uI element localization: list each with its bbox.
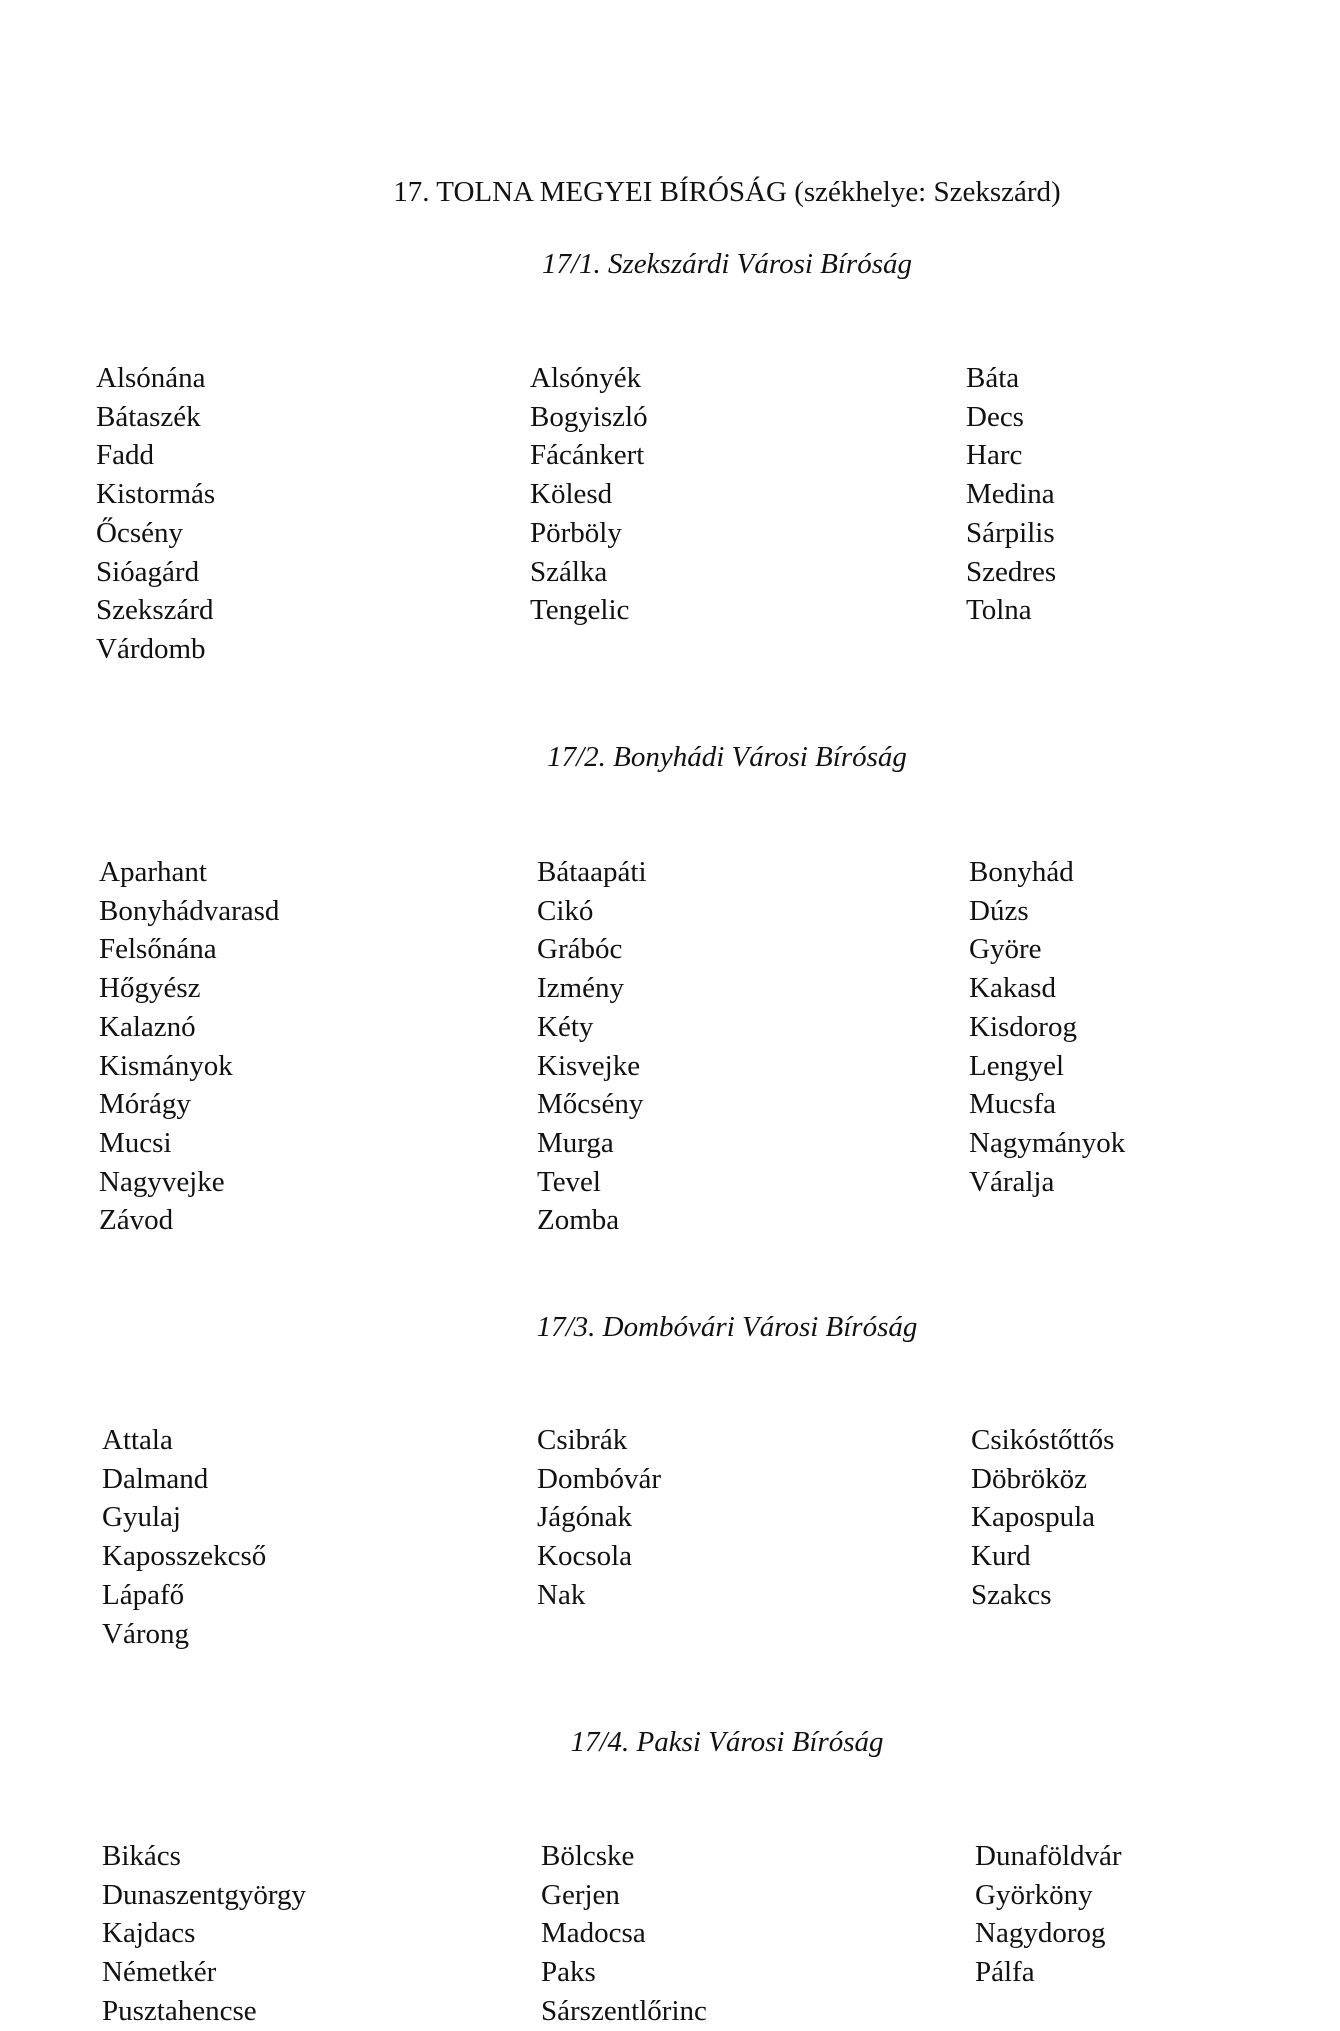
settlement-name: Alsónána: [96, 362, 206, 394]
settlement-name: Murga: [537, 1126, 614, 1159]
settlement-name: Nagyvejke: [99, 1165, 225, 1198]
settlement-column: [541, 1837, 707, 2031]
settlement-name: Gerjen: [541, 1878, 620, 1911]
settlement-name: Zomba: [537, 1204, 620, 1237]
settlement-name: Csikóstőttős: [971, 1424, 1115, 1456]
settlement-column: [530, 359, 648, 630]
settlement-name: Szálka: [530, 555, 608, 588]
settlement-column: [966, 359, 1056, 630]
settlement-name: Fácánkert: [530, 439, 645, 472]
settlement-name: Lengyel: [969, 1049, 1065, 1082]
settlement-name: Attala: [102, 1424, 173, 1456]
settlement-name: Bölcske: [541, 1840, 635, 1872]
settlement-name: Izmény: [537, 972, 624, 1005]
settlement-name: Nak: [537, 1578, 586, 1611]
settlement-name: Kaposszekcső: [102, 1540, 267, 1573]
settlement-name: Kurd: [971, 1540, 1031, 1573]
settlement-name: Závod: [99, 1204, 174, 1237]
settlement-name: Pálfa: [975, 1956, 1035, 1989]
settlement-name: Döbrököz: [971, 1462, 1087, 1495]
settlement-name: Kapospula: [971, 1501, 1096, 1534]
settlement-name: Cikó: [537, 894, 594, 927]
settlement-name: Lápafő: [102, 1578, 185, 1611]
settlement-name: Szekszárd: [96, 594, 214, 627]
settlement-name: Decs: [966, 400, 1024, 433]
settlement-name: Báta: [966, 362, 1020, 394]
settlement-name: Nagymányok: [969, 1126, 1126, 1159]
settlement-name: Harc: [966, 439, 1023, 472]
settlement-column: [537, 853, 647, 1240]
settlement-name: Németkér: [102, 1956, 217, 1989]
settlement-name: Paks: [541, 1956, 596, 1989]
settlement-name: Várong: [102, 1617, 189, 1650]
section-heading: 17/3. Dombóvári Városi Bíróság: [536, 1311, 918, 1343]
settlement-name: Kistormás: [96, 478, 216, 511]
settlement-name: Mucsi: [99, 1126, 172, 1159]
settlement-name: Kisdorog: [969, 1010, 1077, 1043]
settlement-name: Bátaapáti: [537, 856, 647, 888]
settlement-column: [99, 853, 279, 1240]
settlement-name: Nagydorog: [975, 1917, 1106, 1950]
settlement-name: Szakcs: [971, 1578, 1052, 1611]
settlement-name: Fadd: [96, 439, 154, 472]
settlement-name: Csibrák: [537, 1424, 628, 1456]
settlement-name: Dunaszentgyörgy: [102, 1878, 307, 1911]
settlement-name: Őcsény: [96, 516, 183, 549]
settlement-name: Tevel: [537, 1165, 601, 1198]
settlement-name: Bátaszék: [96, 400, 201, 433]
settlement-name: Váralja: [969, 1165, 1055, 1198]
settlement-name: Hőgyész: [99, 972, 201, 1005]
settlement-name: Dúzs: [969, 894, 1029, 927]
settlement-name: Tolna: [966, 594, 1032, 627]
settlement-name: Bogyiszló: [530, 400, 648, 433]
settlement-name: Madocsa: [541, 1917, 646, 1950]
settlement-column: [971, 1421, 1114, 1615]
settlement-name: Aparhant: [99, 856, 207, 888]
settlement-column: [96, 359, 215, 669]
settlement-name: Bonyhádvarasd: [99, 894, 280, 927]
settlement-column: [969, 853, 1125, 1201]
settlement-column: [102, 1421, 266, 1653]
settlement-column: [102, 1837, 306, 2031]
settlement-name: Szedres: [966, 555, 1057, 588]
settlement-name: Sárszentlőrinc: [541, 1994, 707, 2027]
settlement-name: Dunaföldvár: [975, 1840, 1122, 1872]
settlement-name: Medina: [966, 478, 1055, 511]
settlement-name: Bikács: [102, 1840, 181, 1872]
settlement-name: Dalmand: [102, 1462, 209, 1495]
settlement-name: Várdomb: [96, 632, 206, 665]
settlement-name: Gyulaj: [102, 1501, 181, 1534]
settlement-name: Sárpilis: [966, 516, 1055, 549]
settlement-name: Kisvejke: [537, 1049, 641, 1082]
settlement-name: Kalaznó: [99, 1010, 196, 1043]
settlement-column: [975, 1837, 1122, 1992]
section-heading: 17/1. Szekszárdi Városi Bíróság: [541, 248, 913, 280]
settlement-name: Jágónak: [537, 1501, 633, 1534]
settlement-name: Kajdacs: [102, 1917, 196, 1950]
settlement-name: Sióagárd: [96, 555, 200, 588]
settlement-name: Kakasd: [969, 972, 1056, 1005]
settlement-name: Györe: [969, 933, 1042, 966]
document-title: 17. TOLNA MEGYEI BÍRÓSÁG (székhelye: Szekszárd): [393, 176, 1061, 208]
section-heading: 17/4. Paksi Városi Bíróság: [570, 1726, 884, 1758]
settlement-name: Györköny: [975, 1878, 1093, 1911]
settlement-name: Kismányok: [99, 1049, 233, 1082]
settlement-name: Mórágy: [99, 1088, 191, 1121]
settlement-name: Kocsola: [537, 1540, 633, 1573]
settlement-name: Dombóvár: [537, 1462, 662, 1495]
settlement-column: [537, 1421, 661, 1615]
settlement-name: Felsőnána: [99, 933, 217, 966]
settlement-name: Mucsfa: [969, 1088, 1056, 1121]
section-heading: 17/2. Bonyhádi Városi Bíróság: [547, 741, 907, 773]
settlement-name: Tengelic: [530, 594, 630, 627]
settlement-name: Pusztahencse: [102, 1994, 257, 2027]
settlement-name: Alsónyék: [530, 362, 642, 394]
settlement-name: Mőcsény: [537, 1088, 644, 1121]
settlement-name: Pörböly: [530, 516, 622, 549]
settlement-name: Kölesd: [530, 478, 613, 511]
settlement-name: Bonyhád: [969, 856, 1074, 888]
settlement-name: Kéty: [537, 1010, 594, 1043]
settlement-name: Grábóc: [537, 933, 623, 966]
